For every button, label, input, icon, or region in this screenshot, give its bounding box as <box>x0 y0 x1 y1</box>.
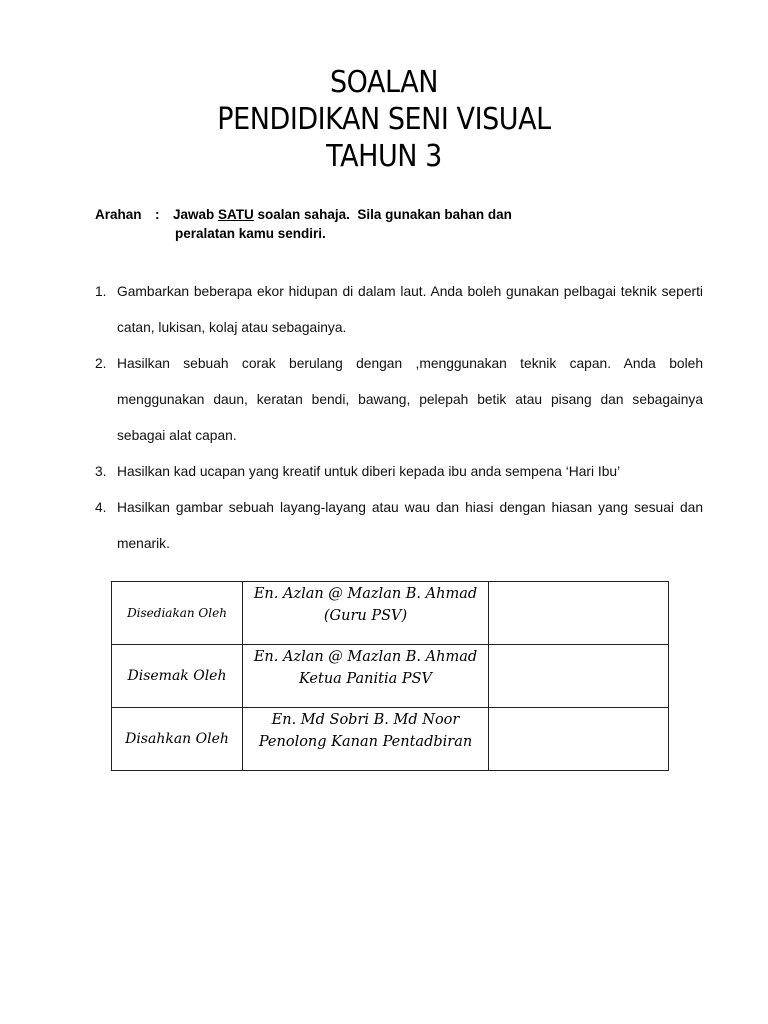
instructions-text-post: soalan sahaja. Sila gunakan bahan dan <box>253 207 512 222</box>
question-number: 1. <box>95 284 107 299</box>
question-text: Gambarkan beberapa ekor hidupan di dalam laut. Anda boleh gunakan pelbagai teknik seperti catan, lukisan, kolaj atau sebagainya. <box>117 284 703 335</box>
title-line-2: PENDIDIKAN SENI VISUAL <box>217 102 551 137</box>
signoff-name: En. Azlan @ Mazlan B. Ahmad <box>253 586 478 602</box>
question-number: 3. <box>95 464 107 479</box>
signoff-position: Penolong Kanan Pentadbiran <box>258 734 473 750</box>
signoff-person <box>243 645 489 708</box>
signature-cell <box>489 582 669 645</box>
table-row <box>112 708 669 771</box>
signoff-name: En. Md Sobri B. Md Noor <box>271 712 460 728</box>
document-title <box>38 64 729 175</box>
question-text: Hasilkan kad ucapan yang kreatif untuk diberi kepada ibu anda sempena ‘Hari Ibu’ <box>117 464 621 479</box>
instructions-line-2: peralatan kamu sendiri. <box>175 226 326 241</box>
instructions-label: Arahan <box>95 207 142 222</box>
question-text: Hasilkan gambar sebuah layang-layang atau wau dan hiasi dengan hiasan yang sesuai dan menarik. <box>117 500 703 551</box>
instructions <box>95 205 695 243</box>
question-list <box>95 274 703 562</box>
signature-cell <box>489 708 669 771</box>
signoff-person <box>243 708 489 771</box>
signoff-name: En. Azlan @ Mazlan B. Ahmad <box>253 649 478 665</box>
signoff-position: Ketua Panitia PSV <box>298 671 433 687</box>
question-item <box>95 346 703 454</box>
title-line-3: TAHUN 3 <box>326 139 442 174</box>
instructions-text-pre: Jawab <box>173 207 219 222</box>
question-number: 4. <box>95 500 107 515</box>
question-item <box>95 454 703 490</box>
title-line-1: SOALAN <box>329 65 439 100</box>
signoff-role: Disediakan Oleh <box>112 582 243 645</box>
table-row <box>112 645 669 708</box>
question-item <box>95 274 703 346</box>
signoff-table <box>111 581 669 771</box>
question-item <box>95 490 703 562</box>
table-row <box>112 582 669 645</box>
instructions-emphasis: SATU <box>218 207 254 222</box>
signoff-role: Disahkan Oleh <box>112 708 243 771</box>
signoff-role: Disemak Oleh <box>112 645 243 708</box>
question-number: 2. <box>95 356 107 371</box>
question-text: Hasilkan sebuah corak berulang dengan ,menggunakan teknik capan. Anda boleh menggunakan daun, keratan bendi, bawang, pelepah betik atau pisang dan sebagainya sebagai alat capan. <box>117 356 703 443</box>
instructions-colon: : <box>155 207 160 222</box>
signature-cell <box>489 645 669 708</box>
signoff-person <box>243 582 489 645</box>
signoff-position: (Guru PSV) <box>323 608 408 624</box>
